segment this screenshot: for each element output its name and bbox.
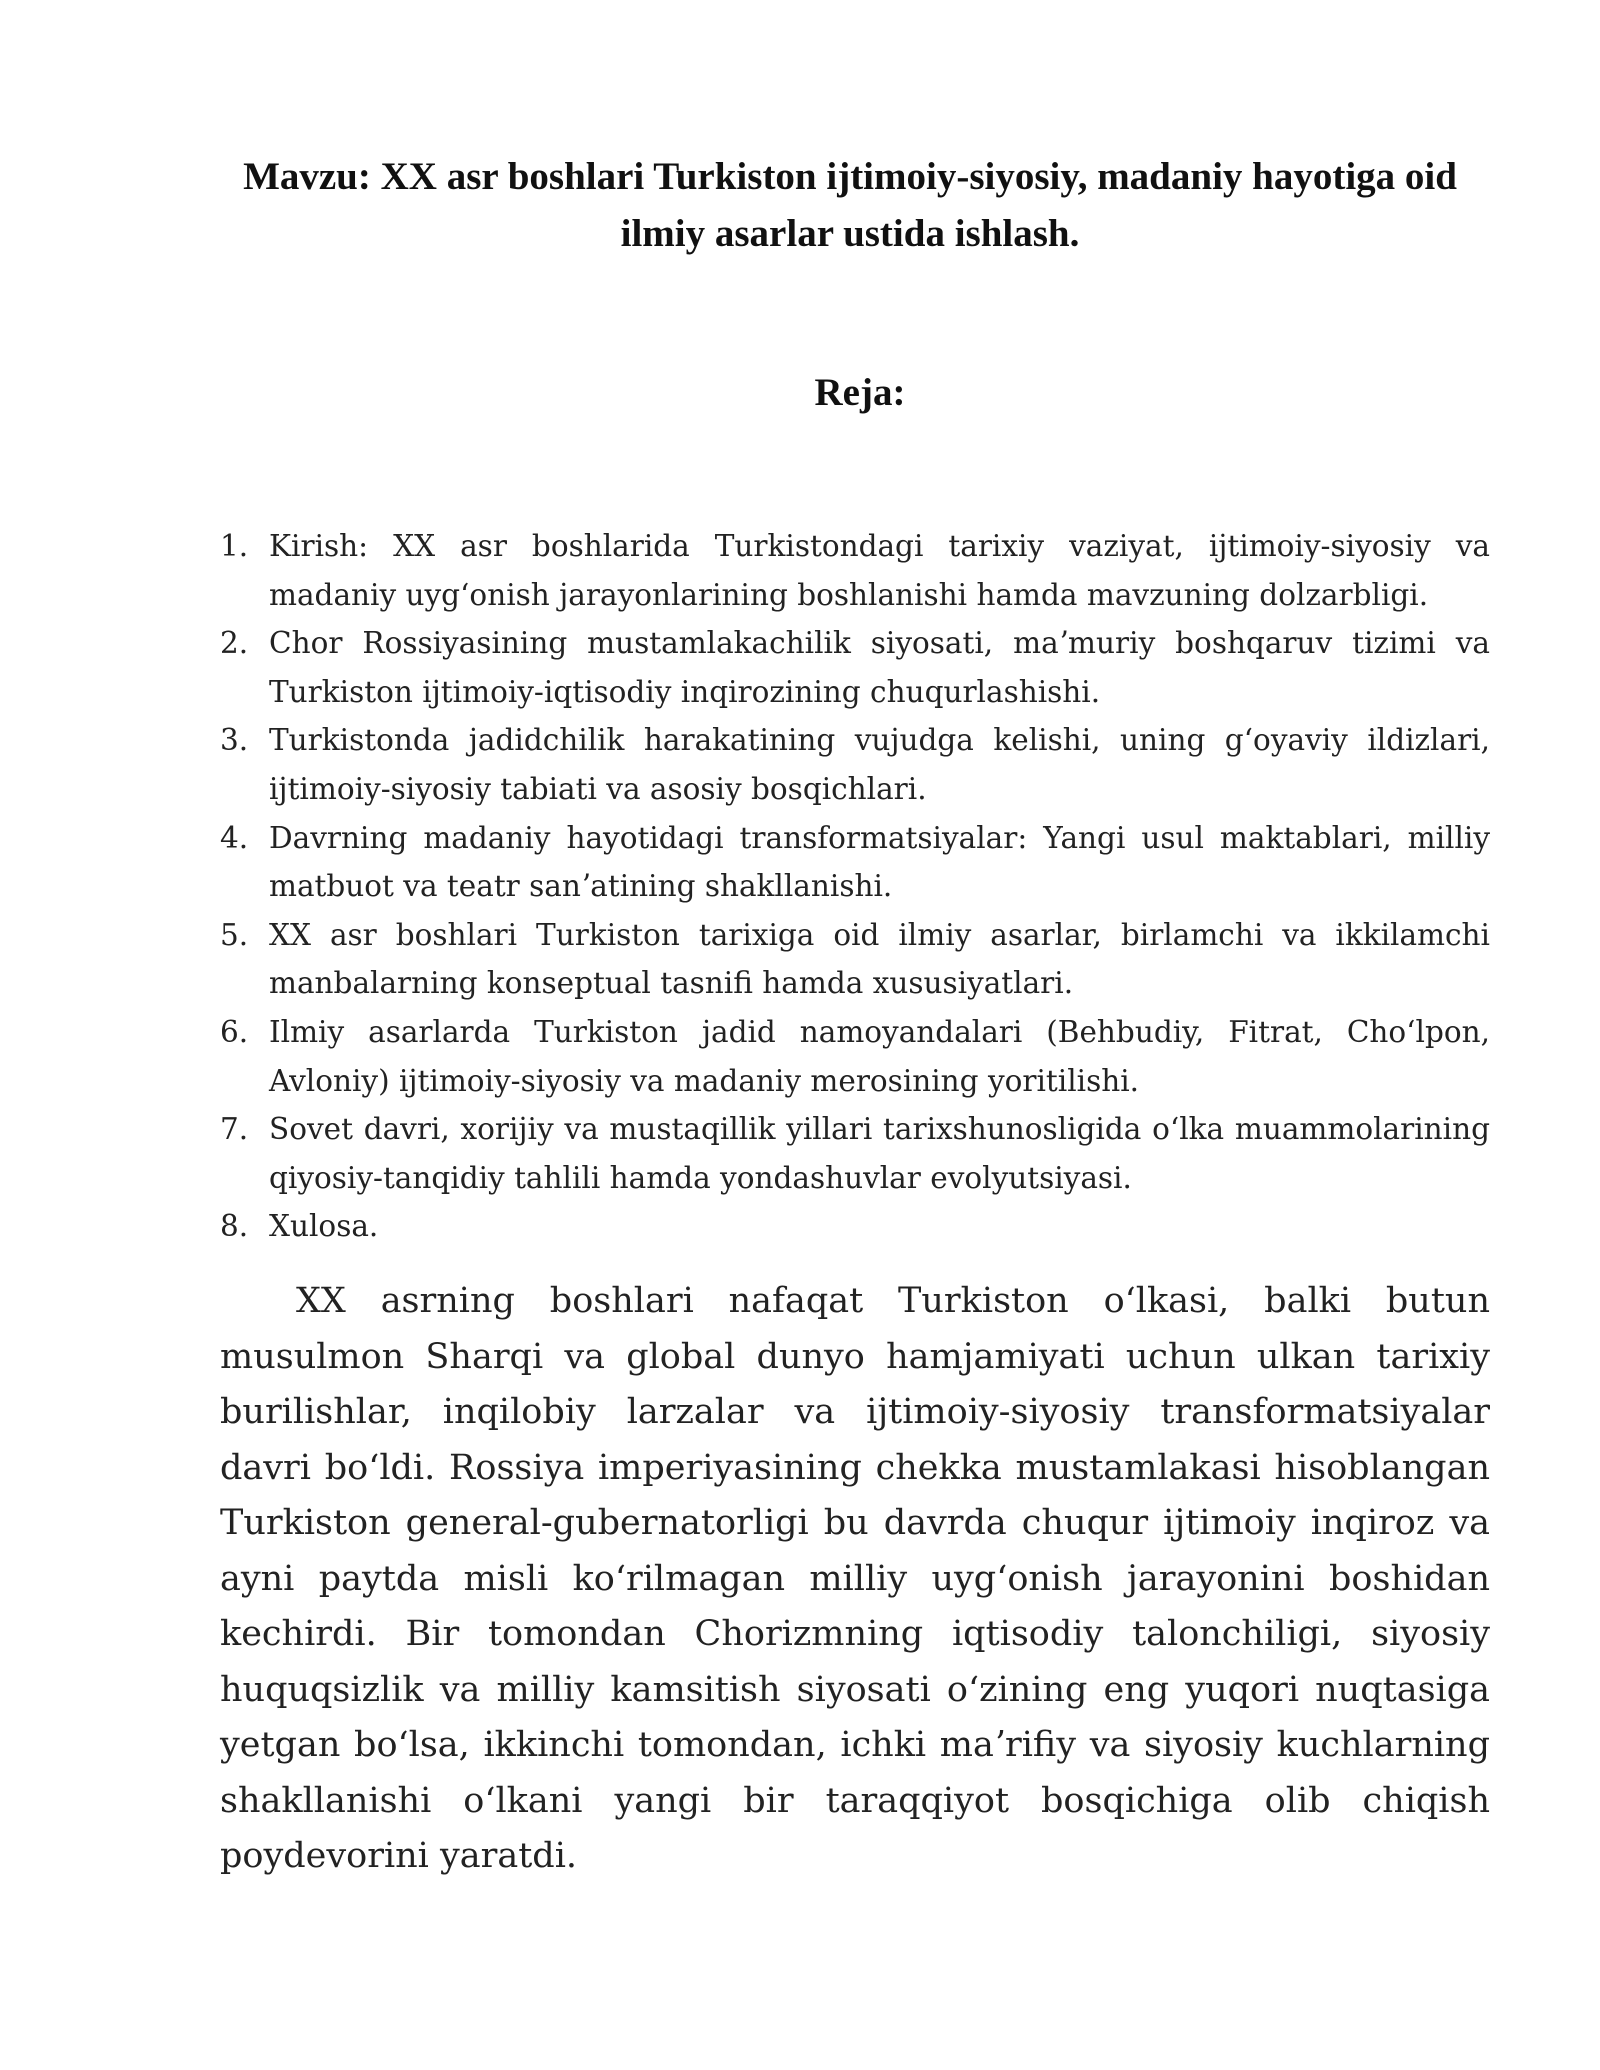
plan-item-number: 5. [220, 917, 249, 952]
plan-heading: Reja: [814, 371, 906, 414]
plan-item-text: Davrning madaniy hayotidagi transformatsiyalar: Yangi usul maktablari, milliy matbuot va teatr sanʼatining shakllanishi. [269, 820, 1490, 904]
body-paragraph: XX asrning boshlari nafaqat Turkiston oʻlkasi, balki butun musulmon Sharqi va global dunyo hamjamiyati uchun ulkan tarixiy burilishlar, inqilobiy larzalar va ijtimoiy-siyosiy transformatsiyalar davri boʻldi. Rossiya imperiyasining chekka mustamlakasi hisoblangan Turkiston general-gubernatorligi bu davrda chuqur ijtimoiy inqiroz va ayni paytda misli koʻrilmagan milliy uygʻonish jarayonini boshidan kechirdi. Bir tomondan Chorizmning iqtisodiy talonchiligi, siyosiy huquqsizlik va milliy kamsitish siyosati oʻzining eng yuqori nuqtasiga yetgan boʻlsa, ikkinchi tomondan, ichki maʼrifiy va siyosiy kuchlarning shakllanishi oʻlkani yangi bir taraqqiyot bosqichiga olib chiqish poydevorini yaratdi. [220, 1281, 1490, 1876]
document-title: Mavzu: XX asr boshlari Turkiston ijtimoiy-siyosiy, madaniy hayotiga oid ilmiy asarlar ustida ishlash. [243, 155, 1457, 255]
plan-item-text: XX asr boshlari Turkiston tarixiga oid ilmiy asarlar, birlamchi va ikkilamchi manbalarning konseptual tasnifi hamda xususiyatlari. [269, 917, 1490, 1001]
plan-item-text: Chor Rossiyasining mustamlakachilik siyosati, maʼmuriy boshqaruv tizimi va Turkiston ijtimoiy-iqtisodiy inqirozining chuqurlashishi. [269, 626, 1490, 709]
plan-item [220, 716, 1490, 813]
plan-item [220, 1202, 1490, 1251]
plan-item-number: 7. [220, 1112, 249, 1147]
plan-item-number: 3. [220, 723, 249, 758]
plan-item-text: Kirish: XX asr boshlarida Turkistondagi tarixiy vaziyat, ijtimoiy-siyosiy va madaniy uygʻonish jarayonlarining boshlanishi hamda mavzuning dolzarbligi. [269, 529, 1490, 612]
plan-item [220, 1008, 1490, 1105]
plan-list [220, 522, 1490, 1251]
plan-item-text: Ilmiy asarlarda Turkiston jadid namoyandalari (Behbudiy, Fitrat, Choʻlpon, Avloniy) ijtimoiy-siyosiy va madaniy merosining yoritilishi. [269, 1014, 1490, 1098]
plan-item-number: 1. [220, 529, 249, 563]
plan-item-number: 2. [220, 626, 249, 661]
plan-item [220, 522, 1490, 619]
plan-item [220, 814, 1490, 911]
plan-item [220, 619, 1490, 716]
plan-item-number: 8. [220, 1209, 249, 1244]
plan-item-number: 6. [220, 1014, 249, 1049]
plan-item-text: Turkistonda jadidchilik harakatining vujudga kelishi, uning gʻoyaviy ildizlari, ijtimoiy-siyosiy tabiati va asosiy bosqichlari. [269, 723, 1490, 806]
plan-item [220, 1105, 1490, 1202]
plan-item-text: Sovet davri, xorijiy va mustaqillik yillari tarixshunosligida oʻlka muammolarining qiyosiy-tanqidiy tahlili hamda yondashuvlar evolyutsiyasi. [269, 1112, 1490, 1195]
plan-item-number: 4. [220, 820, 249, 855]
plan-item [220, 911, 1490, 1008]
plan-item-text: Xulosa. [269, 1209, 379, 1244]
